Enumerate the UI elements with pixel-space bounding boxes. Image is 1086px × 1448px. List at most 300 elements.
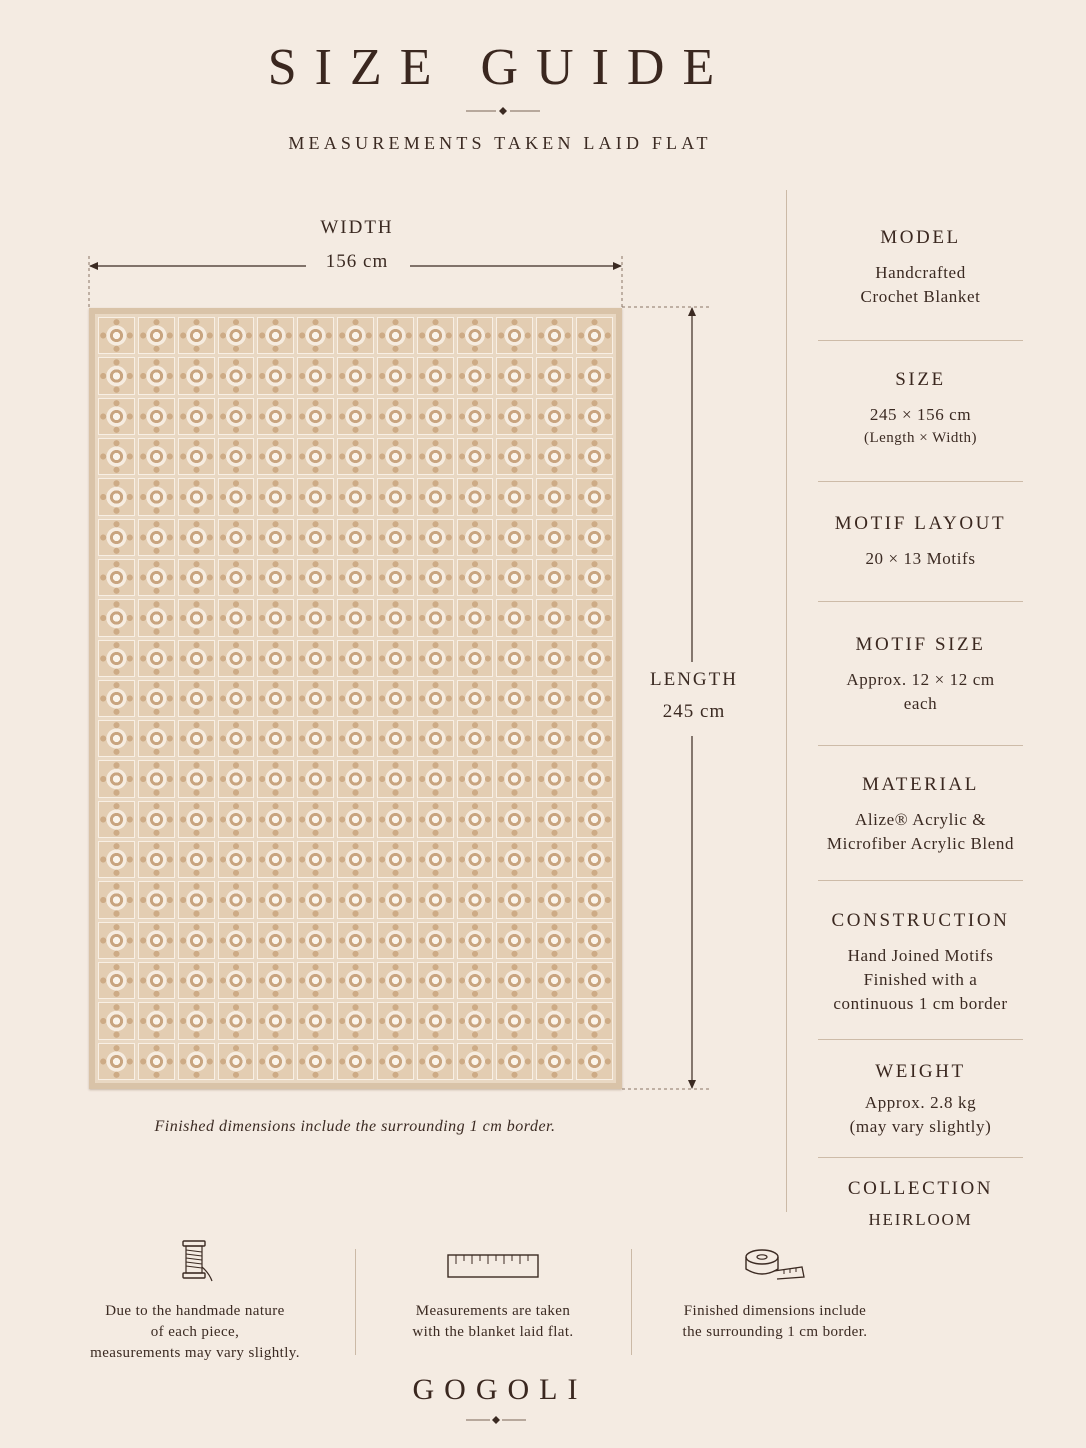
crochet-motif xyxy=(576,599,613,636)
crochet-motif xyxy=(98,881,135,918)
spec-weight xyxy=(818,1061,1023,1139)
crochet-motif xyxy=(576,1002,613,1039)
brand-logo: GOGOLI xyxy=(412,1373,588,1406)
crochet-motif xyxy=(257,922,294,959)
crochet-motif xyxy=(257,962,294,999)
crochet-motif xyxy=(98,519,135,556)
crochet-motif xyxy=(576,680,613,717)
crochet-motif xyxy=(337,357,374,394)
crochet-motif xyxy=(377,801,414,838)
crochet-motif xyxy=(377,720,414,757)
note-laid-flat xyxy=(370,1301,616,1343)
crochet-motif xyxy=(417,841,454,878)
crochet-motif xyxy=(138,922,175,959)
crochet-motif xyxy=(337,1002,374,1039)
crochet-motif xyxy=(178,841,215,878)
crochet-motif xyxy=(218,922,255,959)
spec-heading: SIZE xyxy=(895,369,946,390)
crochet-motif xyxy=(218,640,255,677)
crochet-motif xyxy=(297,881,334,918)
brand-ornament-icon xyxy=(466,1413,526,1427)
spec-value: Crochet Blanket xyxy=(860,287,981,306)
crochet-motif xyxy=(536,881,573,918)
crochet-motif xyxy=(496,640,533,677)
crochet-motif xyxy=(178,478,215,515)
crochet-motif xyxy=(98,1002,135,1039)
crochet-motif xyxy=(457,357,494,394)
crochet-motif xyxy=(457,317,494,354)
crochet-motif xyxy=(257,881,294,918)
crochet-motif xyxy=(337,1043,374,1080)
crochet-motif xyxy=(496,519,533,556)
crochet-motif xyxy=(457,962,494,999)
crochet-motif xyxy=(98,398,135,435)
crochet-motif xyxy=(457,720,494,757)
spec-value: Handcrafted xyxy=(875,263,966,282)
crochet-motif xyxy=(417,720,454,757)
crochet-motif xyxy=(377,922,414,959)
crochet-motif xyxy=(218,841,255,878)
crochet-motif xyxy=(178,559,215,596)
note-line: of each piece, xyxy=(150,1324,240,1340)
crochet-motif xyxy=(337,640,374,677)
crochet-motif xyxy=(257,478,294,515)
crochet-motif xyxy=(337,559,374,596)
crochet-motif xyxy=(138,962,175,999)
crochet-motif xyxy=(536,640,573,677)
crochet-motif xyxy=(257,357,294,394)
crochet-motif xyxy=(138,1002,175,1039)
crochet-motif xyxy=(218,519,255,556)
crochet-motif xyxy=(576,841,613,878)
crochet-motif xyxy=(576,357,613,394)
crochet-motif xyxy=(178,640,215,677)
crochet-motif xyxy=(138,760,175,797)
crochet-motif xyxy=(218,398,255,435)
crochet-motif xyxy=(457,398,494,435)
crochet-motif xyxy=(138,599,175,636)
crochet-motif xyxy=(178,680,215,717)
crochet-motif xyxy=(457,1002,494,1039)
spec-value: Alize® Acrylic & xyxy=(854,810,987,829)
crochet-motif xyxy=(178,438,215,475)
ruler-icon xyxy=(447,1254,540,1280)
crochet-motif xyxy=(377,398,414,435)
width-label: WIDTH xyxy=(320,217,394,238)
crochet-motif xyxy=(536,680,573,717)
crochet-motif xyxy=(218,801,255,838)
crochet-motif xyxy=(576,640,613,677)
crochet-motif xyxy=(576,398,613,435)
crochet-motif xyxy=(417,519,454,556)
crochet-motif xyxy=(337,398,374,435)
crochet-motif xyxy=(417,317,454,354)
crochet-motif xyxy=(257,519,294,556)
crochet-motif xyxy=(297,801,334,838)
crochet-motif xyxy=(496,478,533,515)
dimensions-caption: Finished dimensions include the surrounding 1 cm border. xyxy=(154,1118,556,1135)
spec-value: Approx. 2.8 kg xyxy=(864,1093,977,1112)
spec-separator xyxy=(818,880,1023,881)
crochet-motif xyxy=(138,317,175,354)
spec-value: 245 × 156 cm xyxy=(869,405,972,424)
crochet-motif xyxy=(536,760,573,797)
crochet-motif xyxy=(496,599,533,636)
crochet-motif xyxy=(178,398,215,435)
note-divider xyxy=(355,1249,356,1355)
crochet-motif xyxy=(257,438,294,475)
length-value: 245 cm xyxy=(662,701,726,722)
spec-motif-layout xyxy=(818,513,1023,571)
title-ornament-icon xyxy=(466,104,540,118)
crochet-motif xyxy=(496,438,533,475)
crochet-motif xyxy=(457,640,494,677)
spec-heading: MODEL xyxy=(880,227,961,248)
crochet-motif xyxy=(576,760,613,797)
crochet-motif xyxy=(138,559,175,596)
crochet-motif xyxy=(576,317,613,354)
crochet-motif xyxy=(576,881,613,918)
crochet-motif xyxy=(98,720,135,757)
spec-value: 20 × 13 Motifs xyxy=(865,549,976,568)
crochet-motif xyxy=(377,640,414,677)
crochet-motif xyxy=(417,398,454,435)
crochet-motif xyxy=(297,438,334,475)
crochet-motif xyxy=(178,801,215,838)
crochet-motif xyxy=(377,519,414,556)
crochet-motif xyxy=(257,680,294,717)
note-border xyxy=(650,1301,900,1343)
crochet-motif xyxy=(496,720,533,757)
length-label: LENGTH xyxy=(650,669,738,690)
crochet-motif xyxy=(257,1043,294,1080)
crochet-motif xyxy=(257,760,294,797)
crochet-motif xyxy=(297,640,334,677)
crochet-motif xyxy=(536,1002,573,1039)
crochet-motif xyxy=(417,962,454,999)
crochet-motif xyxy=(337,962,374,999)
crochet-motif xyxy=(417,357,454,394)
crochet-motif xyxy=(417,1002,454,1039)
crochet-motif xyxy=(576,922,613,959)
crochet-motif xyxy=(257,640,294,677)
crochet-motif xyxy=(138,881,175,918)
crochet-motif xyxy=(576,519,613,556)
crochet-motif xyxy=(337,922,374,959)
crochet-motif xyxy=(218,760,255,797)
crochet-motif xyxy=(496,1002,533,1039)
crochet-motif xyxy=(496,801,533,838)
crochet-motif xyxy=(257,801,294,838)
crochet-motif xyxy=(377,962,414,999)
crochet-motif xyxy=(496,841,533,878)
crochet-motif xyxy=(138,357,175,394)
crochet-motif xyxy=(536,962,573,999)
crochet-motif xyxy=(337,599,374,636)
crochet-motif xyxy=(218,1043,255,1080)
crochet-motif xyxy=(138,1043,175,1080)
crochet-motif xyxy=(178,1043,215,1080)
width-arrow-icon xyxy=(84,246,630,310)
crochet-motif xyxy=(457,438,494,475)
crochet-motif xyxy=(257,317,294,354)
crochet-motif xyxy=(377,881,414,918)
crochet-motif xyxy=(377,559,414,596)
spec-model xyxy=(818,227,1023,309)
crochet-motif xyxy=(377,841,414,878)
crochet-motif xyxy=(297,680,334,717)
crochet-motif xyxy=(536,478,573,515)
spec-value: (may vary slightly) xyxy=(849,1117,992,1136)
crochet-motif xyxy=(457,841,494,878)
crochet-motif xyxy=(536,720,573,757)
spec-heading: CONSTRUCTION xyxy=(831,910,1010,931)
crochet-motif xyxy=(178,962,215,999)
crochet-motif xyxy=(377,438,414,475)
spec-value: Hand Joined Motifs xyxy=(847,946,994,965)
crochet-motif xyxy=(496,398,533,435)
crochet-motif xyxy=(457,801,494,838)
crochet-motif xyxy=(536,922,573,959)
crochet-motif xyxy=(576,438,613,475)
crochet-motif xyxy=(457,1043,494,1080)
note-line: Measurements are taken xyxy=(415,1303,571,1319)
crochet-motif xyxy=(257,1002,294,1039)
tape-measure-icon xyxy=(744,1247,806,1283)
crochet-motif xyxy=(417,1043,454,1080)
crochet-motif xyxy=(98,478,135,515)
crochet-motif xyxy=(98,680,135,717)
page-subtitle: MEASUREMENTS TAKEN LAID FLAT xyxy=(288,133,712,153)
thread-spool-icon xyxy=(179,1237,215,1285)
crochet-motif xyxy=(576,559,613,596)
spec-value: Finished with a xyxy=(863,970,978,989)
note-line: Due to the handmade nature xyxy=(105,1303,285,1319)
crochet-motif xyxy=(417,438,454,475)
crochet-motif xyxy=(337,841,374,878)
crochet-motif xyxy=(257,841,294,878)
crochet-motif xyxy=(297,559,334,596)
spec-separator xyxy=(818,1039,1023,1040)
crochet-motif xyxy=(297,841,334,878)
crochet-motif xyxy=(257,398,294,435)
spec-value: Approx. 12 × 12 cm xyxy=(846,670,995,689)
crochet-motif xyxy=(257,559,294,596)
crochet-motif xyxy=(496,760,533,797)
crochet-motif xyxy=(417,881,454,918)
crochet-motif xyxy=(337,478,374,515)
crochet-motif xyxy=(98,559,135,596)
crochet-motif xyxy=(377,680,414,717)
crochet-motif xyxy=(496,317,533,354)
crochet-motif xyxy=(377,760,414,797)
spec-separator xyxy=(818,601,1023,602)
crochet-motif xyxy=(417,922,454,959)
spec-divider xyxy=(786,190,787,1212)
crochet-motif xyxy=(496,922,533,959)
crochet-motif xyxy=(417,680,454,717)
crochet-motif xyxy=(98,640,135,677)
note-divider xyxy=(631,1249,632,1355)
crochet-motif xyxy=(138,680,175,717)
crochet-motif xyxy=(218,1002,255,1039)
crochet-motif xyxy=(496,357,533,394)
spec-size xyxy=(818,369,1023,449)
crochet-motif xyxy=(457,760,494,797)
crochet-motif xyxy=(576,962,613,999)
crochet-motif xyxy=(417,640,454,677)
crochet-motif xyxy=(297,478,334,515)
crochet-motif xyxy=(138,720,175,757)
crochet-motif xyxy=(178,519,215,556)
crochet-motif xyxy=(337,317,374,354)
spec-separator xyxy=(818,1157,1023,1158)
crochet-motif xyxy=(377,478,414,515)
blanket-illustration xyxy=(89,308,622,1089)
spec-separator xyxy=(818,340,1023,341)
spec-value: Microfiber Acrylic Blend xyxy=(826,834,1015,853)
crochet-motif xyxy=(417,559,454,596)
crochet-motif xyxy=(457,519,494,556)
crochet-motif xyxy=(178,357,215,394)
motif-grid xyxy=(98,317,613,1080)
crochet-motif xyxy=(457,599,494,636)
crochet-motif xyxy=(337,680,374,717)
crochet-motif xyxy=(457,922,494,959)
crochet-motif xyxy=(337,760,374,797)
crochet-motif xyxy=(377,1043,414,1080)
spec-motif-size xyxy=(818,634,1023,716)
crochet-motif xyxy=(257,720,294,757)
crochet-motif xyxy=(576,1043,613,1080)
crochet-motif xyxy=(457,478,494,515)
crochet-motif xyxy=(178,317,215,354)
crochet-motif xyxy=(536,1043,573,1080)
crochet-motif xyxy=(138,801,175,838)
crochet-motif xyxy=(297,599,334,636)
crochet-motif xyxy=(218,962,255,999)
spec-heading: MATERIAL xyxy=(862,774,979,795)
crochet-motif xyxy=(178,922,215,959)
crochet-motif xyxy=(297,760,334,797)
crochet-motif xyxy=(536,317,573,354)
crochet-motif xyxy=(218,559,255,596)
crochet-motif xyxy=(98,1043,135,1080)
crochet-motif xyxy=(417,599,454,636)
crochet-motif xyxy=(218,438,255,475)
spec-value: each xyxy=(903,694,938,713)
crochet-motif xyxy=(417,760,454,797)
crochet-motif xyxy=(417,478,454,515)
crochet-motif xyxy=(496,962,533,999)
crochet-motif xyxy=(337,720,374,757)
crochet-motif xyxy=(536,559,573,596)
crochet-motif xyxy=(576,720,613,757)
crochet-motif xyxy=(576,801,613,838)
crochet-motif xyxy=(138,438,175,475)
crochet-motif xyxy=(138,398,175,435)
crochet-motif xyxy=(496,881,533,918)
crochet-motif xyxy=(138,841,175,878)
crochet-motif xyxy=(536,357,573,394)
note-line: with the blanket laid flat. xyxy=(412,1324,574,1340)
spec-separator xyxy=(818,481,1023,482)
crochet-motif xyxy=(98,841,135,878)
crochet-motif xyxy=(377,599,414,636)
spec-material xyxy=(818,774,1023,856)
spec-separator xyxy=(818,745,1023,746)
crochet-motif xyxy=(536,438,573,475)
crochet-motif xyxy=(98,317,135,354)
crochet-motif xyxy=(218,680,255,717)
page-title: SIZE GUIDE xyxy=(267,39,733,96)
crochet-motif xyxy=(178,881,215,918)
crochet-motif xyxy=(138,519,175,556)
note-line: the surrounding 1 cm border. xyxy=(682,1324,868,1340)
spec-collection xyxy=(818,1178,1023,1232)
crochet-motif xyxy=(457,881,494,918)
crochet-motif xyxy=(576,478,613,515)
spec-heading: WEIGHT xyxy=(875,1061,966,1082)
crochet-motif xyxy=(337,881,374,918)
crochet-motif xyxy=(257,599,294,636)
crochet-motif xyxy=(218,357,255,394)
note-line: measurements may vary slightly. xyxy=(90,1345,300,1361)
crochet-motif xyxy=(337,801,374,838)
length-arrow-icon xyxy=(618,302,714,1096)
note-line: Finished dimensions include xyxy=(683,1303,867,1319)
crochet-motif xyxy=(457,559,494,596)
crochet-motif xyxy=(138,640,175,677)
crochet-motif xyxy=(98,599,135,636)
crochet-motif xyxy=(98,962,135,999)
crochet-motif xyxy=(98,922,135,959)
crochet-motif xyxy=(536,599,573,636)
crochet-motif xyxy=(536,398,573,435)
spec-subvalue: (Length × Width) xyxy=(863,430,978,446)
crochet-motif xyxy=(98,438,135,475)
crochet-motif xyxy=(178,720,215,757)
spec-value: continuous 1 cm border xyxy=(833,994,1008,1013)
crochet-motif xyxy=(536,841,573,878)
crochet-motif xyxy=(377,357,414,394)
crochet-motif xyxy=(377,1002,414,1039)
crochet-motif xyxy=(218,720,255,757)
crochet-motif xyxy=(98,760,135,797)
crochet-motif xyxy=(178,760,215,797)
crochet-motif xyxy=(457,680,494,717)
crochet-motif xyxy=(337,519,374,556)
crochet-motif xyxy=(536,801,573,838)
note-handmade xyxy=(60,1301,330,1364)
crochet-motif xyxy=(297,519,334,556)
crochet-motif xyxy=(218,599,255,636)
crochet-motif xyxy=(297,398,334,435)
crochet-motif xyxy=(98,801,135,838)
crochet-motif xyxy=(297,962,334,999)
crochet-motif xyxy=(178,1002,215,1039)
crochet-motif xyxy=(297,1043,334,1080)
crochet-motif xyxy=(496,1043,533,1080)
crochet-motif xyxy=(377,317,414,354)
crochet-motif xyxy=(138,478,175,515)
spec-heading: MOTIF SIZE xyxy=(855,634,986,655)
crochet-motif xyxy=(496,680,533,717)
spec-construction xyxy=(818,910,1023,1016)
spec-value: HEIRLOOM xyxy=(868,1210,973,1229)
crochet-motif xyxy=(218,478,255,515)
crochet-motif xyxy=(337,438,374,475)
